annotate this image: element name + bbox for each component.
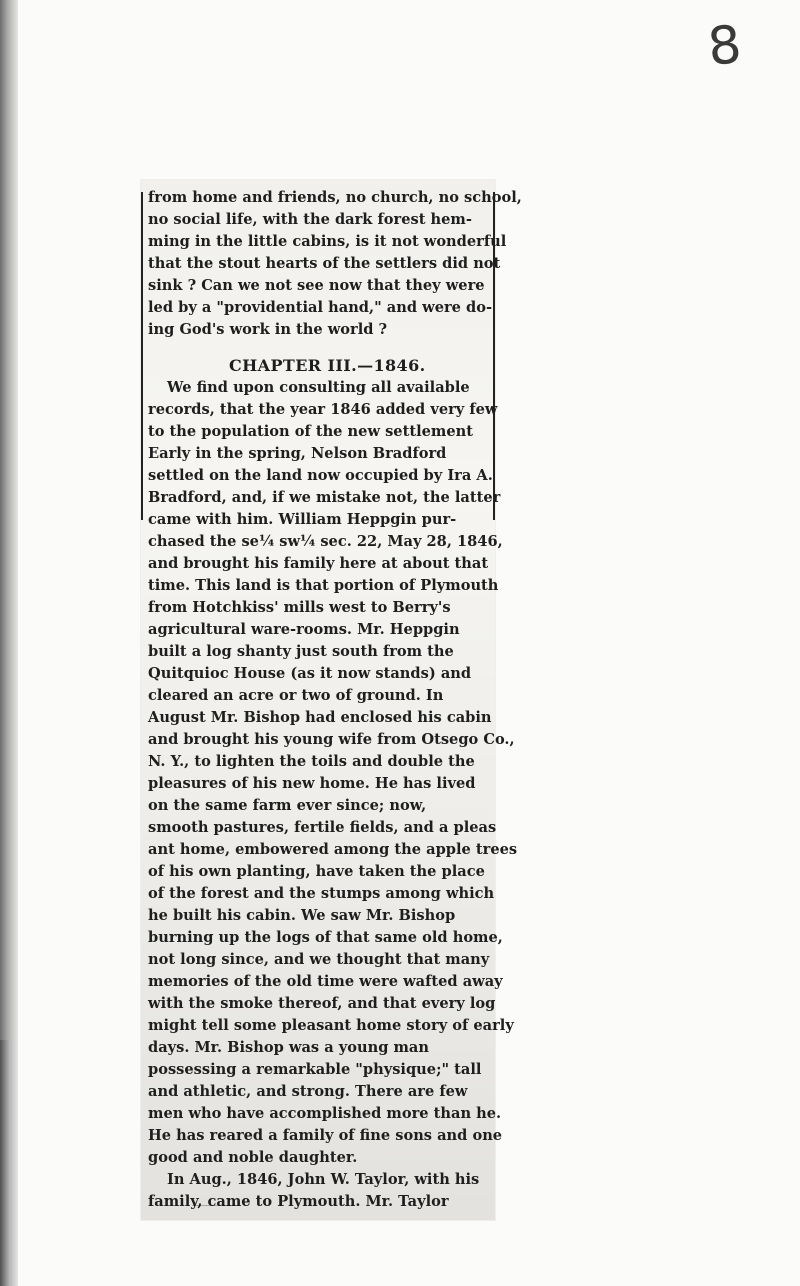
chapter-line: August Mr. Bishop had enclosed his cabin (148, 709, 492, 726)
clipping-bottom-mark (192, 1205, 238, 1206)
chapter-line: settled on the land now occupied by Ira A. (148, 467, 493, 484)
chapter-line: time. This land is that portion of Plymouth (148, 577, 499, 594)
chapter-line: and brought his family here at about that (148, 555, 489, 572)
chapter-line: men who have accomplished more than he. (148, 1105, 502, 1122)
chapter-line: chased the se¼ sw¼ sec. 22, May 28, 1846, (148, 533, 503, 550)
chapter-line: of his own planting, have taken the place (148, 863, 485, 880)
chapter-line: good and noble daughter. (148, 1149, 358, 1166)
chapter-line: He has reared a family of fine sons and one (148, 1127, 503, 1144)
chapter-line: Bradford, and, if we mistake not, the latter (148, 489, 501, 506)
chapter-line: came with him. William Heppgin pur- (148, 511, 457, 528)
intro-line: sink ? Can we not see now that they were (148, 277, 485, 294)
chapter-line: records, that the year 1846 added very few (148, 401, 498, 418)
chapter-line: not long since, and we thought that many (148, 951, 490, 968)
chapter-line: Quitquioc House (as it now stands) and (148, 665, 472, 682)
chapter-line: ant home, embowered among the apple trees (148, 841, 518, 858)
chapter-line: burning up the logs of that same old home, (148, 929, 503, 946)
handwritten-page-number: 8 (705, 14, 745, 78)
newspaper-clipping (141, 180, 522, 1220)
chapter-line: and brought his young wife from Otsego Co., (148, 731, 515, 748)
chapter-line: of the forest and the stumps among which (148, 885, 495, 902)
chapter-line: to the population of the new settlement (148, 423, 473, 440)
chapter-line: In Aug., 1846, John W. Taylor, with his (167, 1171, 480, 1188)
chapter-line: memories of the old time were wafted away (148, 973, 503, 990)
chapter-line: on the same farm ever since; now, (148, 797, 427, 814)
chapter-line: family, came to Plymouth. Mr. Taylor (148, 1193, 449, 1210)
chapter-line: with the smoke thereof, and that every log (148, 995, 496, 1012)
intro-line: from home and friends, no church, no school, (148, 189, 522, 206)
chapter-line: pleasures of his new home. He has lived (148, 775, 476, 792)
intro-line: no social life, with the dark forest hem- (148, 211, 472, 228)
chapter-line: We find upon consulting all available (167, 379, 470, 396)
chapter-line: smooth pastures, fertile fields, and a pleas (148, 819, 497, 836)
intro-line: ming in the little cabins, is it not wonderful (148, 233, 507, 250)
chapter-line: possessing a remarkable "physique;" tall (148, 1061, 482, 1078)
chapter-line: he built his cabin. We saw Mr. Bishop (148, 907, 456, 924)
intro-line: led by a "providential hand," and were do- (148, 299, 493, 316)
chapter-body (141, 180, 522, 1220)
chapter-line: Early in the spring, Nelson Bradford (148, 445, 447, 462)
chapter-line: might tell some pleasant home story of early (148, 1017, 514, 1034)
chapter-line: and athletic, and strong. There are few (148, 1083, 468, 1100)
chapter-line: days. Mr. Bishop was a young man (148, 1039, 429, 1056)
intro-line: ing God's work in the world ? (148, 321, 388, 338)
chapter-line: agricultural ware-rooms. Mr. Heppgin (148, 621, 460, 638)
chapter-title: CHAPTER III.—1846. (229, 356, 426, 375)
chapter-line: N. Y., to lighten the toils and double the (148, 753, 475, 770)
chapter-line: from Hotchkiss' mills west to Berry's (148, 599, 451, 616)
left-scan-shadow-lower (0, 1040, 10, 1286)
chapter-line: cleared an acre or two of ground. In (148, 687, 444, 704)
chapter-line: built a log shanty just south from the (148, 643, 454, 660)
intro-line: that the stout hearts of the settlers did not (148, 255, 501, 272)
